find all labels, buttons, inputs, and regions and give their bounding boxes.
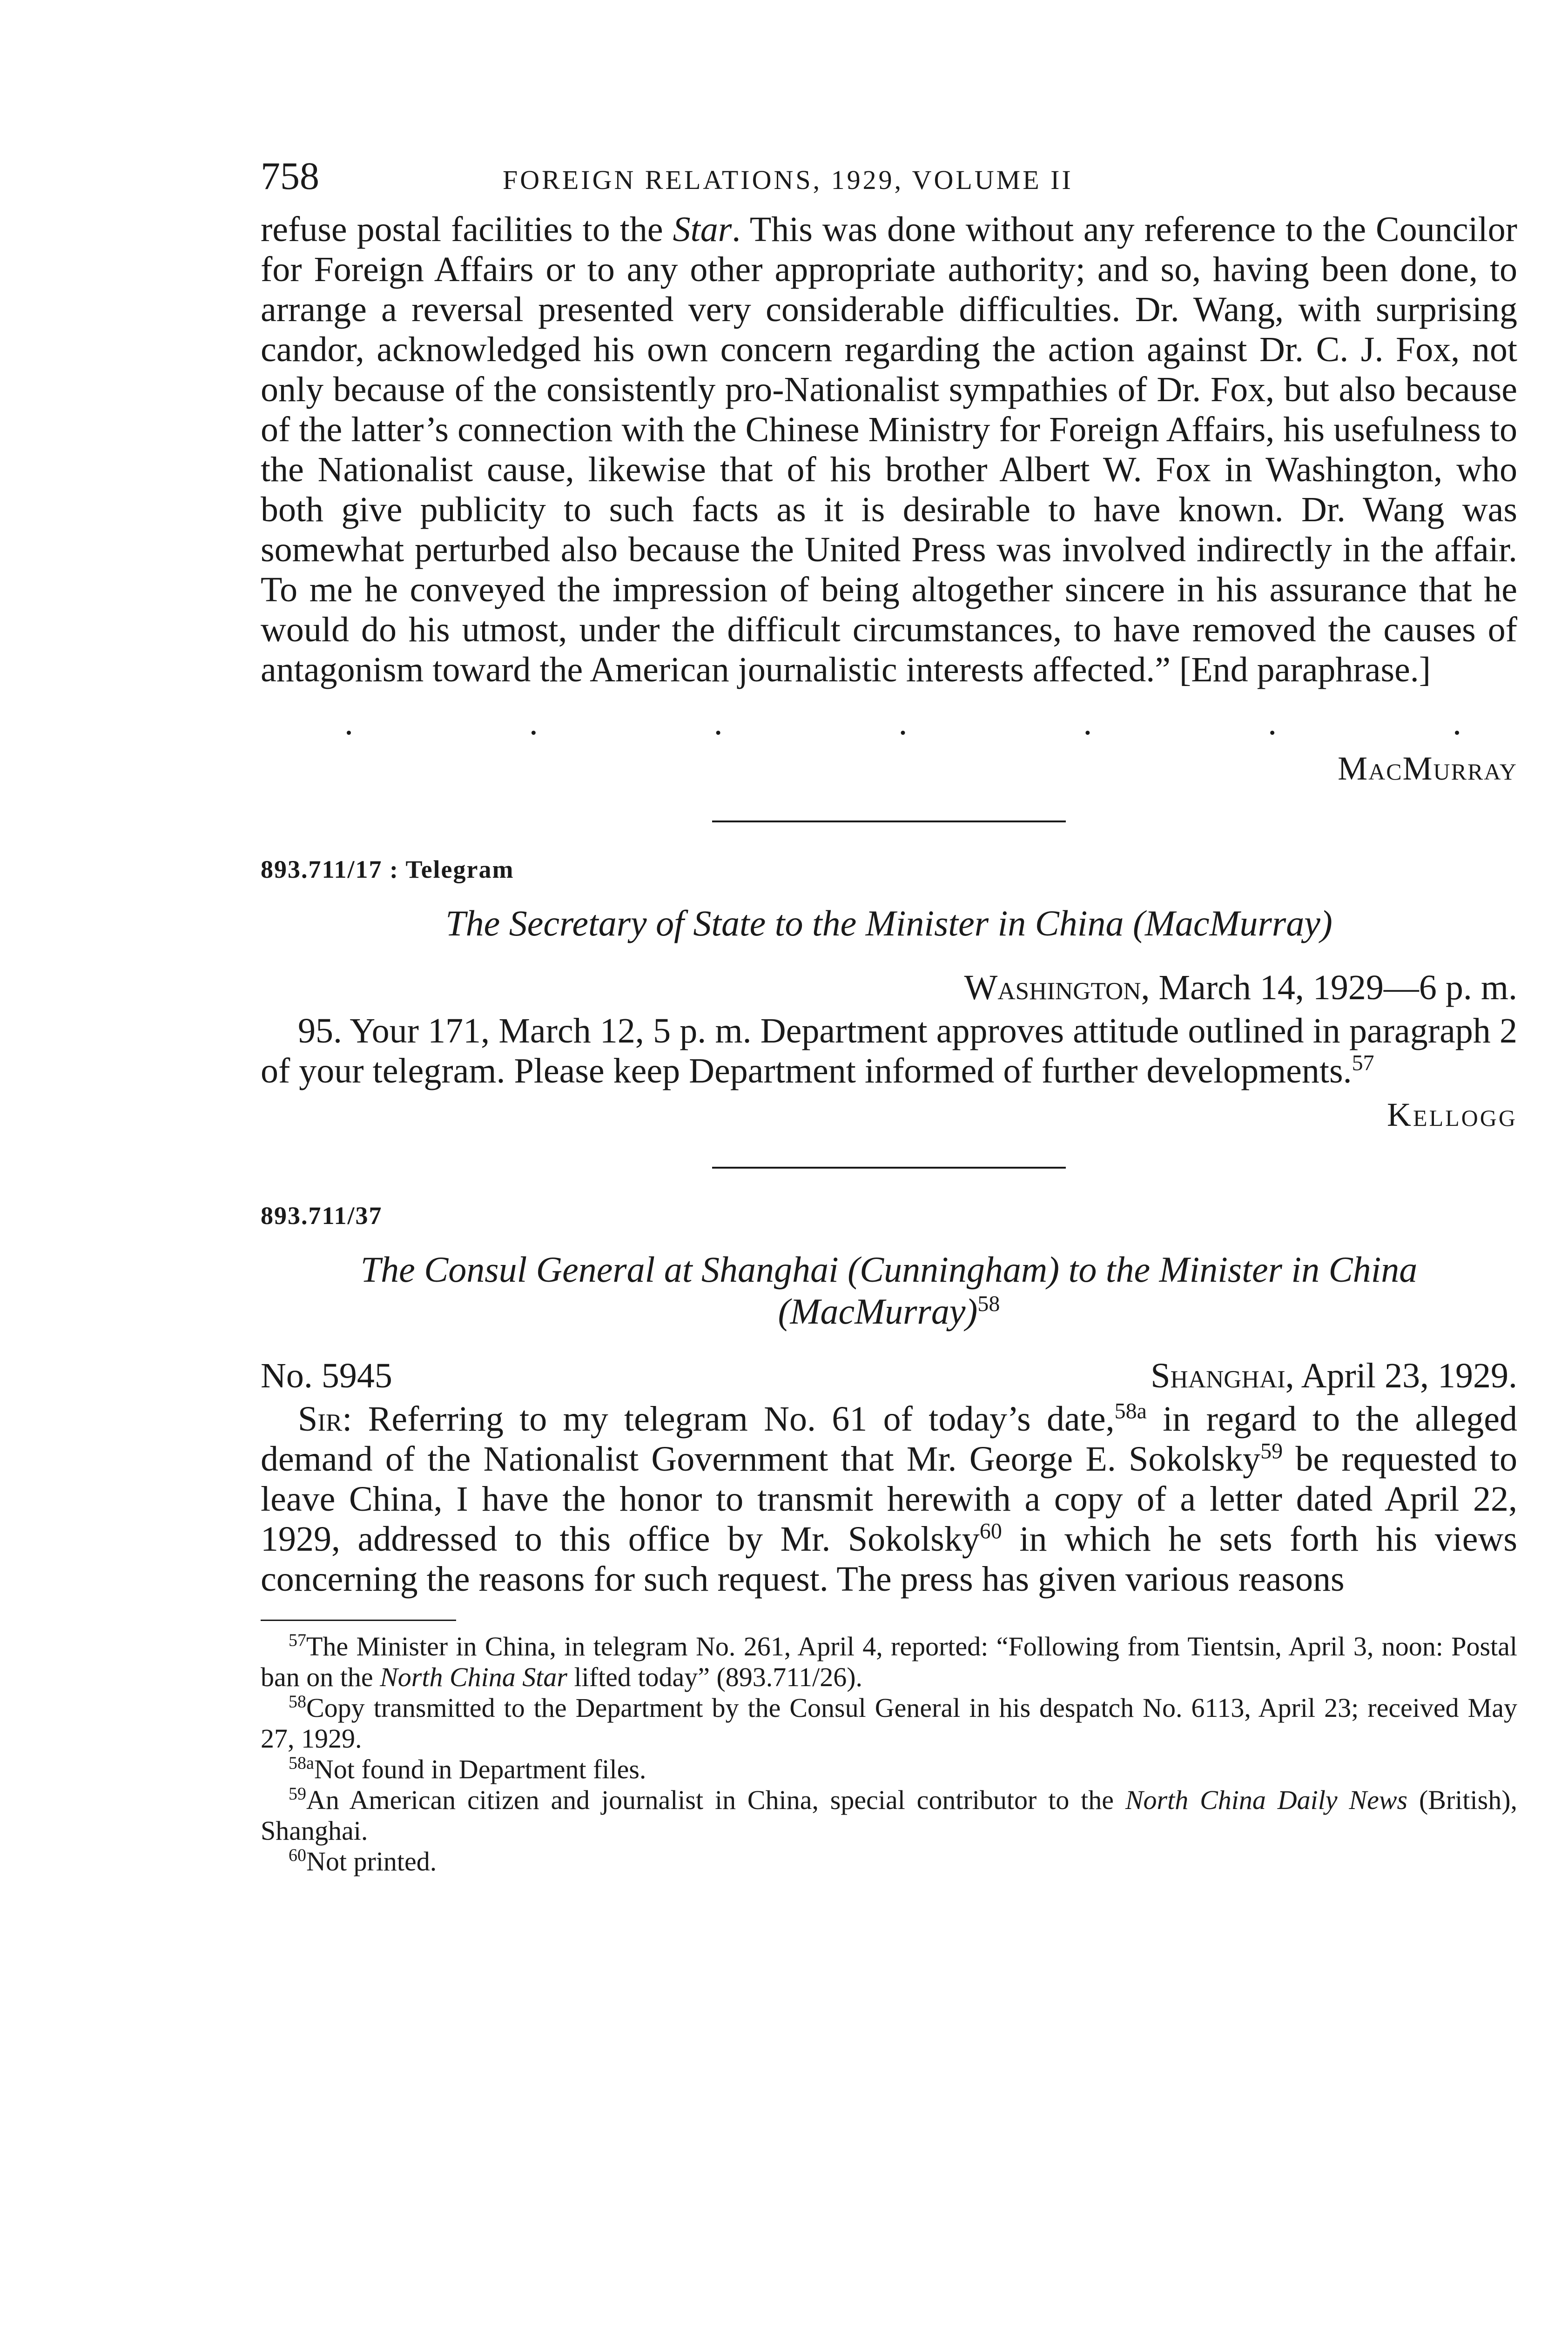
despatch-body — [261, 1399, 1517, 1599]
footnote — [261, 1785, 1517, 1846]
footnote-ref: 57 — [1352, 1050, 1374, 1076]
running-head: FOREIGN RELATIONS, 1929, VOLUME II — [503, 165, 1073, 195]
footnote-text: Not printed. — [306, 1846, 437, 1876]
body-text: be requested to leave China, I have the honor to transmit herewith a copy of a letter dated April 22, 1929, addressed to this office by Mr. Sokolsky — [261, 1439, 1517, 1559]
footnote-text: An American citizen and journalist in China, special contributor to the — [306, 1785, 1125, 1815]
signature-macmurray — [261, 749, 1517, 788]
body-text: : Referring to my telegram No. 61 of today’s date, — [342, 1399, 1115, 1439]
dateline-place: Shanghai — [1151, 1356, 1285, 1395]
dot: . — [529, 703, 538, 742]
footnote-text: lifted today” (893.711/26). — [567, 1662, 863, 1692]
footnote — [261, 1754, 1517, 1785]
page-number: 758 — [261, 155, 319, 198]
salutation: Sir — [298, 1399, 343, 1439]
section-divider — [712, 821, 1066, 822]
dateline-place: Washington — [964, 968, 1141, 1007]
section-divider — [712, 1167, 1066, 1169]
page-header — [261, 154, 1517, 209]
dateline-date: , April 23, 1929. — [1285, 1356, 1517, 1395]
document-title-1: The Secretary of State to the Minister in China (MacMurray) — [445, 903, 1332, 943]
omission-dots — [261, 703, 1517, 745]
dot: . — [898, 703, 908, 742]
footnote-mark: 59 — [289, 1784, 306, 1804]
body-text: in which he sets forth his views concerning the reasons for such request. The press has given various reasons — [261, 1520, 1518, 1599]
telegram-body — [261, 1011, 1517, 1091]
footnote-text: (British), Shanghai. — [261, 1785, 1518, 1846]
despatch-number: No. 5945 — [261, 1356, 392, 1395]
despatch-header — [261, 1356, 1517, 1396]
dateline-1 — [261, 968, 1517, 1008]
footnote-ref: 58a — [1114, 1399, 1147, 1424]
footnotes — [261, 1631, 1517, 1877]
footnote-text: Not found in Department files. — [314, 1754, 646, 1784]
document-page — [261, 154, 1517, 1877]
footnote-ref: 58 — [977, 1291, 1000, 1316]
filing-number-1: 893.711/17 : Telegram — [261, 855, 514, 883]
document-title-2 — [261, 1249, 1517, 1332]
footnote-ref: 60 — [979, 1519, 1002, 1544]
dot: . — [1452, 703, 1461, 742]
continuation-text-1: refuse postal facilities to the — [261, 210, 673, 249]
footnote-mark: 57 — [289, 1630, 306, 1650]
footnote-mark: 60 — [289, 1845, 306, 1865]
telegram-text: 95. Your 171, March 12, 5 p. m. Department approves attitude outlined in paragraph 2 of your telegram. Please keep Department informed of further developments. — [261, 1011, 1517, 1090]
footnote-mark: 58a — [289, 1753, 314, 1773]
footnote-italic: North China Star — [380, 1662, 567, 1692]
footnote-text: The Minister in China, in telegram No. 261, April 4, reported: “Following from Tientsin, April 3, noon: Postal ban on the — [261, 1631, 1517, 1692]
footnote-text: Copy transmitted to the Department by the Consul General in his despatch No. 6113, April 23; received May 27, 1929. — [261, 1693, 1517, 1754]
dateline-date: , March 14, 1929—6 p. m. — [1141, 968, 1517, 1007]
footnote-rule — [261, 1620, 456, 1621]
dot: . — [1268, 703, 1277, 742]
footnote — [261, 1846, 1517, 1877]
continuation-text-2: . This was done without any reference to the Councilor for Foreign Affairs or to any other appropriate authority; and so, having been done, to arrange a reversal presented very considerable difficulties. Dr. Wang, with surprising candor, acknowledged his own concern regarding the action against Dr. C. J. Fox, not only because of the consistently pro-Nationalist sympathies of Dr. Fox, but also because of the latter’s connection with the Chinese Ministry for Foreign Affairs, his usefulness to the Nationalist cause, likewise that of his brother Albert W. Fox in Washington, who both give publicity to such facts as it is desirable to have known. Dr. Wang was somewhat perturbed also because the United Press was involved indirectly in the affair. To me he conveyed the impression of being altogether sincere in his assurance that he would do his utmost, under the difficult circumstances, to have removed the causes of antagonism toward the American journalistic interests affected.” [End paraphrase.] — [261, 210, 1517, 689]
dot: . — [344, 703, 353, 742]
signature-text: Kellogg — [1387, 1096, 1517, 1133]
footnote-italic: North China Daily News — [1125, 1785, 1408, 1815]
signature-text: MacMurray — [1338, 750, 1517, 787]
title-text: The Consul General at Shanghai (Cunningham) to the Minister in China (MacMurray) — [360, 1249, 1418, 1332]
footnote-ref: 59 — [1260, 1439, 1283, 1464]
continuation-paragraph — [261, 209, 1517, 690]
footnote — [261, 1631, 1517, 1693]
dateline-2 — [1151, 1356, 1517, 1396]
footnote — [261, 1693, 1517, 1754]
signature-kellogg — [261, 1096, 1517, 1134]
footnote-mark: 58 — [289, 1692, 306, 1712]
continuation-star: Star — [673, 210, 732, 249]
filing-number-2: 893.711/37 — [261, 1202, 383, 1230]
dot: . — [713, 703, 723, 742]
body-text: in regard to the alleged demand of the Nationalist Government that Mr. George E. Sokolsky — [261, 1399, 1517, 1479]
dot: . — [1083, 703, 1092, 742]
